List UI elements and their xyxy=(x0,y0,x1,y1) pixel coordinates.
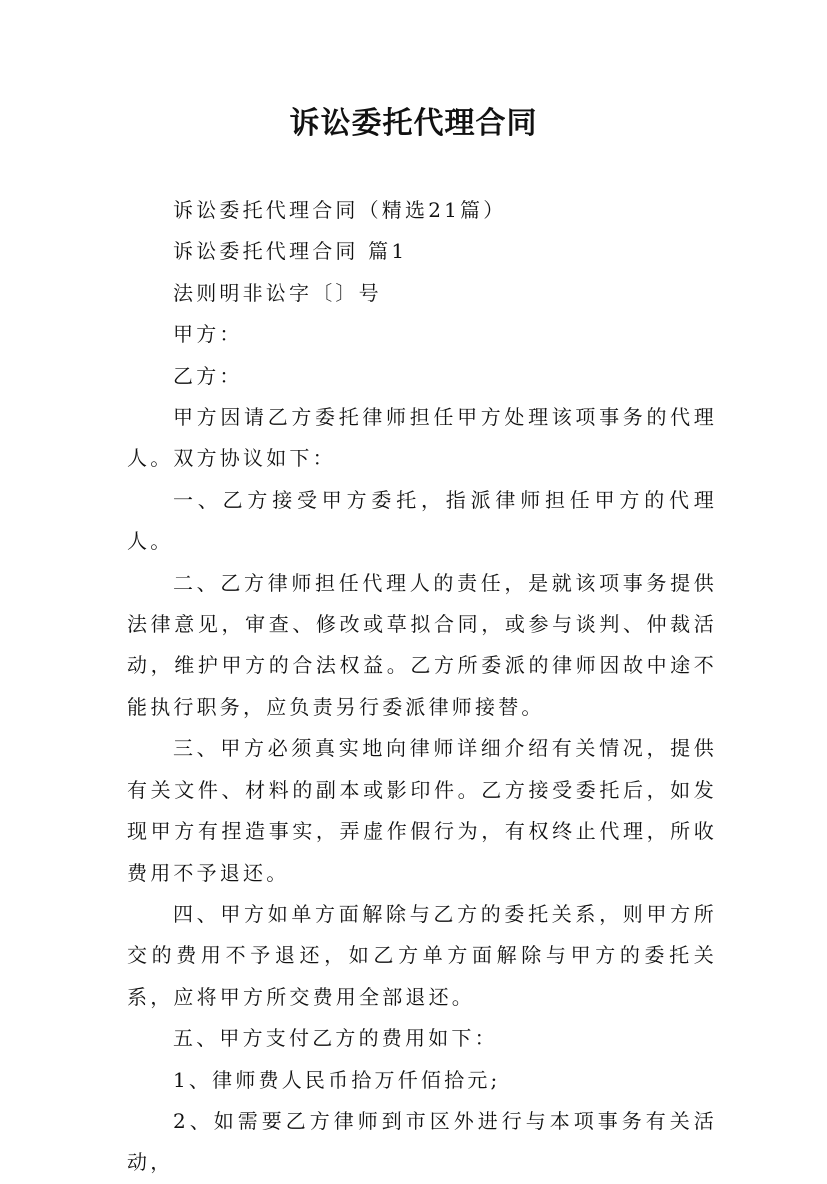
paragraph-clause-5: 五、甲方支付乙方的费用如下： xyxy=(173,1026,498,1051)
paragraph-clause-4: 四、甲方如单方面解除与乙方的委托关系，则甲方所交的费用不予退还，如乙方单方面解除与甲方的委托关系，应将甲方所交费用全部退还。 xyxy=(127,901,717,1009)
paragraph-clause-1: 一、乙方接受甲方委托，指派律师担任甲方的代理人。 xyxy=(127,487,717,554)
paragraph-reference-number: 法则明非讼字〔〕号 xyxy=(173,280,382,305)
paragraph-subtitle: 诉讼委托代理合同（精选21篇） xyxy=(173,198,507,222)
paragraph-fee-item-1: 1、律师费人民币拾万仟佰拾元; xyxy=(173,1067,501,1092)
paragraph-party-b: 乙方： xyxy=(173,363,243,388)
paragraph-clause-3: 三、甲方必须真实地向律师详细介绍有关情况，提供有关文件、材料的副本或影印件。乙方接受委托后，如发现甲方有捏造事实，弄虚作假行为，有权终止代理，所收费用不予退还。 xyxy=(127,736,717,885)
paragraph-section-heading: 诉讼委托代理合同 篇1 xyxy=(173,239,408,264)
paragraph-fee-item-2: 2、如需要乙方律师到市区外进行与本项事务有关活动， xyxy=(127,1108,717,1175)
document-body xyxy=(127,190,717,1184)
paragraph-clause-2: 二、乙方律师担任代理人的责任，是就该项事务提供法律意见，审查、修改或草拟合同，或参与谈判、仲裁活动，维护甲方的合法权益。乙方所委派的律师因故中途不能执行职务，应负责另行委派律师接替。 xyxy=(127,570,717,719)
document-title: 诉讼委托代理合同 xyxy=(289,106,538,141)
paragraph-party-a: 甲方： xyxy=(173,322,243,347)
paragraph-preamble: 甲方因请乙方委托律师担任甲方处理该项事务的代理人。双方协议如下： xyxy=(127,405,717,471)
